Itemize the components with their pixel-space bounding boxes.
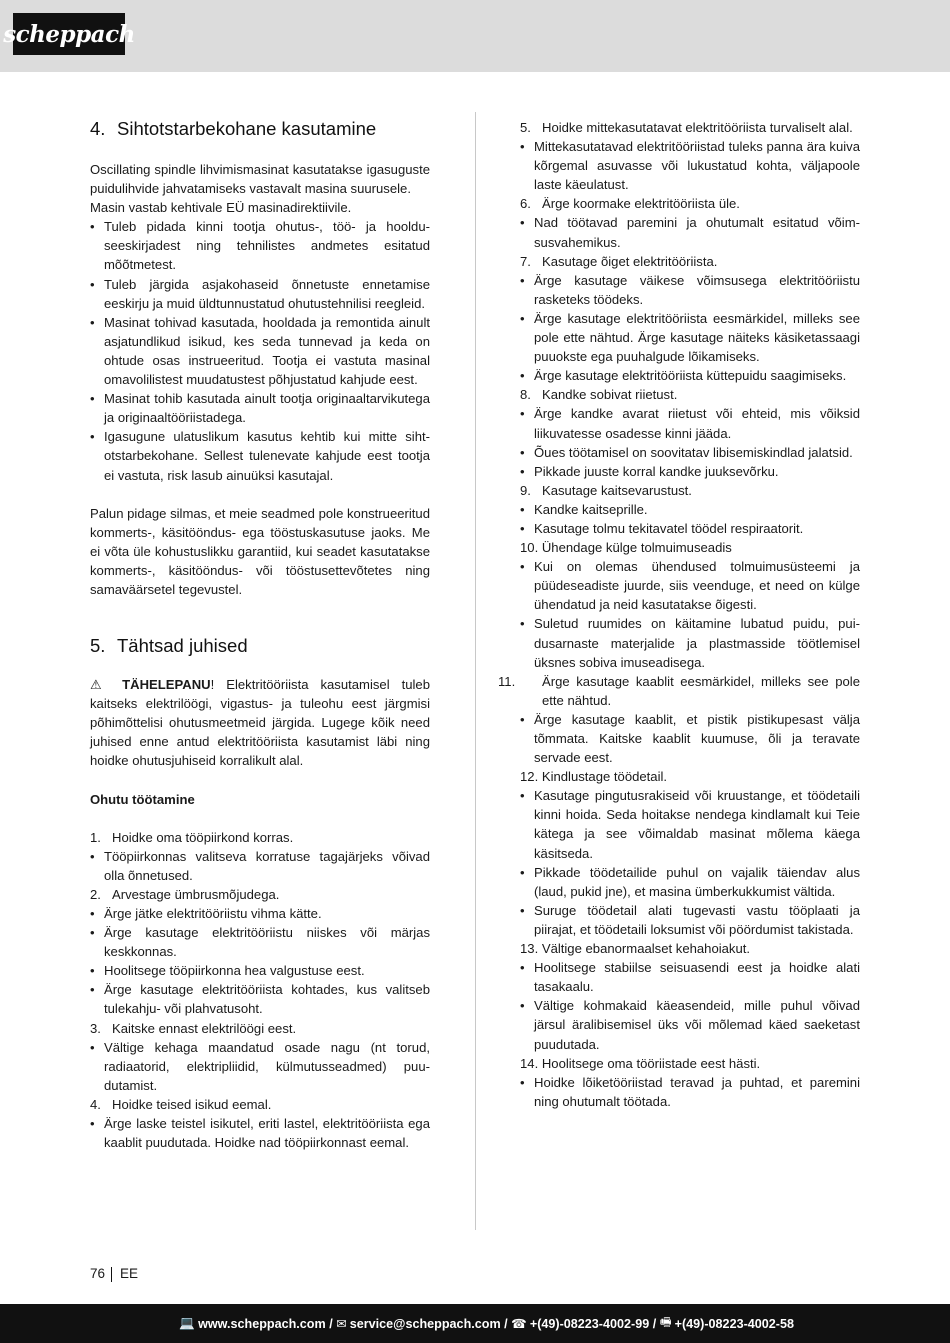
bullet-text: Hoolitsege tööpiirkonna hea valgustuse eest. [104,963,365,979]
bullet-item [520,901,860,939]
bullet-icon: • [520,998,525,1014]
bullet-text: Kasutage tolmu tekitavatel töödel respiraatorit. [534,520,804,536]
bullet-item [90,904,430,923]
bullet-item [90,313,430,389]
item-number: 7. [520,253,531,269]
section-4-closing: Palun pidage silmas, et meie seadmed pole konstrueeritud kommerts-, käsitööndus- ega tööstuskasutuse jaoks. Me ei võta üle kohustuslikku garantiid, kui seadet kasutatakse kommerts-, käsitööndus- või tööstusettevõtetes ning samaväärsetel tegevustel. [90,505,430,597]
numbered-item: 12. Kindlustage töödetail. [520,769,668,785]
bullet-text: Ärge kasutage elektritööriista küttepuidu saagimiseks. [534,368,847,384]
bullet-text: Pikkade juuste korral kandke juuksevõrku. [534,463,779,479]
bullet-text: Tuleb pidada kinni tootja ohutus-, töö- ja hoolduseeskirjadest ning tehnilistes andmetes esitatud mõõtmetest. [104,219,430,273]
numbered-item [520,194,860,213]
bullet-text: Pikkade töödetailide puhul on vajalik täiendav alus (laud, pukid jne), et masina ümberkukkumist vältida. [534,864,860,899]
warning-icon: ⚠ [90,677,111,693]
safety-list-right [498,118,860,1111]
bullet-text: Ärge laske teistel isikutel, eriti lastel, elektritööriista ega kaablit puudutada. Hoidke nad tööpiirkonnast eemal. [104,1116,430,1151]
item-text: Hoidke oma tööpiirkond korras. [112,829,294,845]
warning-paragraph [90,675,430,770]
item-text: Hoidke mittekasutatavat elektritööriista turvaliselt alal. [542,120,853,135]
bullet-text: Suruge töödetail alati tugevasti vastu tööplaati ja piirajat, et töödetaili loksumist või pöördumist takistada. [534,902,860,937]
numbered-item [520,252,860,271]
item-text: Ärge kasutage kaablit eesmärkidel, milleks see pole ette nähtud. [542,673,860,708]
footer-phone: +(49)-08223-4002-99 / [529,1316,657,1331]
bullet-item [520,614,860,671]
bullet-icon: • [90,925,95,941]
bullet-item [520,996,860,1053]
bullet-text: Hoolitsege stabiilse seisuasendi eest ja hoidke alati tasakaalu. [534,960,860,995]
numbered-item [90,1019,430,1038]
bullet-icon: • [520,1074,525,1090]
bullet-item [520,710,860,767]
mail-icon: ✉ [336,1317,347,1331]
item-number: 9. [520,482,531,498]
bullet-item [520,519,860,538]
bullet-item [90,847,430,885]
numbered-item [520,385,860,404]
bullet-text: Suletud ruumides on käitamine lubatud puidu, puidusarnaste materjalide ja plastmasside töötlemisel üksnes sobiva imuseadisega. [534,616,860,670]
bullet-text: Nad töötavad paremini ja ohutumalt esitatud võimsusvahemikus. [534,215,860,250]
column-divider [475,112,476,1230]
bullet-icon: • [520,310,525,326]
bullet-item [520,786,860,862]
bullet-icon: • [90,982,95,998]
bullet-icon: • [520,788,525,804]
bullet-text: Vältige kehaga maandatud osade nagu (nt torud, radiaatorid, elektripliidid, külmutusseadmed) puudutamist. [104,1039,430,1093]
bullet-item [520,271,860,309]
bullet-icon: • [520,711,525,727]
bullet-item [520,366,860,385]
section-4-intro: Oscillating spindle lihvimismasinat kasutatakse igasuguste puidulihvide jahvatamiseks vastavalt masina suurusele. [90,162,430,197]
bullet-text: Igasugune ulatuslikum kasutus kehtib kui mitte sihtotstarbekohane. Sellest tulenevate kahjude eest tootja ei vastuta, risk lasub ainuüksi kasutajal. [104,429,430,483]
bullet-icon: • [520,501,525,517]
bullet-icon: • [90,219,95,235]
bullet-item [520,557,860,614]
bullet-icon: • [520,864,525,880]
bullet-text: Kandke kaitseprille. [534,501,648,517]
bullet-text: Hoidke lõiketööriistad teravad ja puhtad, et paremini ning ohutumalt töötada. [534,1074,860,1109]
bullet-text: Ärge jätke elektritööriistu vihma kätte. [104,906,322,921]
bullet-icon: • [520,616,525,632]
bullet-icon: • [90,906,95,921]
phone-icon: ☎ [511,1317,527,1331]
bullet-icon: • [520,406,525,422]
bullet-icon: • [90,1116,95,1132]
footer-fax: +(49)-08223-4002-58 [674,1316,794,1331]
warning-text: ! Elektritööriista kasutamisel tuleb kaitseks elektrilöögi, vigastus- ja tuleohu eest järgmisi põhimõttelisi ohutusmeetmeid järgida. Lugege kõik need juhised enne antud elektritööriista kasutamist läbi ning hoidke ohutusjuhiseid korralikult alal. [90,677,430,769]
numbered-item: 10. Ühendage külge tolmuimuseadis [520,540,732,556]
item-text: Kandke sobivat riietust. [542,387,678,403]
numbered-item: 14. Hoolitsege oma tööriistade eest hästi. [520,1055,761,1071]
numbered-item [90,1095,430,1114]
item-number: 3. [90,1020,101,1036]
item-number: 2. [90,886,101,902]
bullet-item [520,137,860,194]
item-text: Kasutage õiget elektritööriista. [542,253,718,269]
numbered-item [90,885,430,904]
bullet-text: Ärge kasutage elektritööriistu niiskes või märjas keskkonnas. [104,925,430,960]
bullet-item [520,958,860,996]
section-4-directive: Masin vastab kehtivale EÜ masinadirektiivile. [90,200,352,216]
bullet-item [90,923,430,961]
page-footer [0,1304,950,1343]
numbered-item [90,828,430,847]
item-text: Kaitske ennast elektrilöögi eest. [112,1020,297,1036]
bullet-text: Ärge kandke avarat riietust või ehteid, mis võiksid liikuvatesse osadesse kinni jääda. [534,406,860,441]
section-4-bullets [90,217,430,484]
item-number: 6. [520,196,531,212]
item-number: 8. [520,387,531,403]
bullet-item [90,275,430,313]
item-text: Kasutage kaitsevarustust. [542,482,692,498]
page-language: EE [120,1266,139,1281]
bullet-item [520,443,860,462]
bullet-icon: • [90,963,95,979]
footer-email[interactable]: service@scheppach.com / [349,1316,508,1331]
bullet-icon: • [90,276,95,292]
item-text: Ärge koormake elektritööriista üle. [542,196,740,212]
bullet-text: Tööpiirkonnas valitseva korratuse tagajärjeks võivad olla õnnetused. [104,848,430,883]
page-header [0,0,950,72]
bullet-item [520,500,860,519]
bullet-icon: • [90,848,95,864]
bullet-text: Õues töötamisel on soovitatav libisemiskindlad jalatsid. [534,444,853,460]
fax-icon: 🖷 [659,1315,672,1329]
bullet-item [90,980,430,1018]
page-separator [111,1267,112,1282]
bullet-text: Ärge kasutage kaablit, et pistik pistikupesast välja tõmmata. Kaitske kaablit kuumuse, õli ja teravate servade eest. [534,711,860,766]
bullet-item [90,427,430,484]
numbered-item [520,118,860,137]
warning-label: TÄHELEPANU [122,677,211,693]
bullet-text: Masinat tohib kasutada ainult tootja originaaltarvikutega ja originaaltööriistadega. [104,391,430,426]
safety-list-left [90,828,430,1153]
bullet-text: Tuleb järgida asjakohaseid õnnetuste ennetamise eeskirju ja muid üldtunnustatud ohutustehnilisi reegleid. [104,276,430,311]
bullet-icon: • [520,215,525,231]
bullet-item [90,961,430,980]
numbered-item [498,672,860,710]
bullet-text: Kasutage pingutusrakiseid või kruustange, et töödetaili kinni hoida. Seda hoitakse nendega kindlamalt kui Teie kätega ja see võimaldab masinat mõlema käega käsitseda. [534,788,860,861]
bullet-icon: • [90,314,95,330]
item-text: Arvestage ümbrusmõjudega. [112,886,280,902]
page-number-value: 76 [90,1266,106,1281]
item-number: 1. [90,829,101,845]
bullet-item [520,309,860,366]
bullet-text: Ärge kasutage elektritööriista eesmärkidel, milleks see pole ette nähtud. Ärge kasutage näiteks käsiketassaagi puuokste ega puuhalgude lõikamiseks. [534,310,860,365]
bullet-icon: • [520,520,525,536]
bullet-item [520,462,860,481]
bullet-item [90,1038,430,1095]
item-text: Hoidke teised isikud eemal. [112,1096,272,1112]
bullet-item [90,389,430,427]
page-number [90,1265,138,1283]
section-4-title: 4. Sihtotstarbekohane kasutamine [90,118,377,139]
bullet-icon: • [520,139,525,155]
bullet-icon: • [520,272,525,288]
item-number: 11. [498,673,516,689]
safe-work-subheading: Ohutu töötamine [90,791,195,807]
bullet-item [520,863,860,901]
bullet-icon: • [520,559,525,575]
item-number: 5. [520,120,531,135]
bullet-text: Masinat tohivad kasutada, hooldada ja remontida ainult asjatundlikud isikud, kes seda tunnevad ja keda on ohtude osas instrueeritud. Tootja ei vastuta masinal omavolilistest muudatustest põhjustatud kahjude eest. [104,314,430,388]
bullet-item [520,1073,860,1111]
numbered-item: 13. Vältige ebanormaalset kehahoiakut. [520,941,751,957]
right-column [498,118,860,1111]
bullet-icon: • [90,391,95,407]
bullet-item [90,217,430,274]
bullet-text: Ärge kasutage elektritööriista kohtades, kus valitseb tulekahju- või plahvatusoht. [104,982,430,1017]
bullet-icon: • [90,429,95,445]
numbered-item [520,481,860,500]
bullet-icon: • [90,1039,95,1055]
bullet-item [520,213,860,251]
footer-website[interactable]: www.scheppach.com / [198,1316,333,1331]
left-column [90,118,430,1152]
bullet-icon: • [520,444,525,460]
section-5-title: 5. Tähtsad juhised [90,635,248,657]
bullet-icon: • [520,960,525,976]
bullet-icon: • [520,463,525,479]
item-number: 4. [90,1096,101,1112]
bullet-text: Vältige kohmakaid käeasendeid, mille puhul võivad järsul äralibisemisel üks või mõlemad käed saeketast puudutada. [534,998,860,1052]
bullet-text: Ärge kasutage väikese võimsusega elektritööriistu rasketeks töödeks. [534,272,860,307]
bullet-item [90,1114,430,1152]
scheppach-logo: scheppach [13,13,125,55]
bullet-item [520,404,860,442]
bullet-icon: • [520,368,525,384]
computer-icon: 💻 [179,1316,196,1330]
bullet-text: Kui on olemas ühendused tolmuimusüsteemi ja püüdeseadiste juurde, siis veenduge, et need on külge ühendatud ja neid kasutatakse õigesti. [534,559,860,613]
bullet-text: Mittekasutatavad elektritööriistad tuleks panna ära kuiva kõrgemal asuvasse või lukustatud kohta, väljapoole laste käeulatust. [534,139,860,193]
bullet-icon: • [520,902,525,918]
